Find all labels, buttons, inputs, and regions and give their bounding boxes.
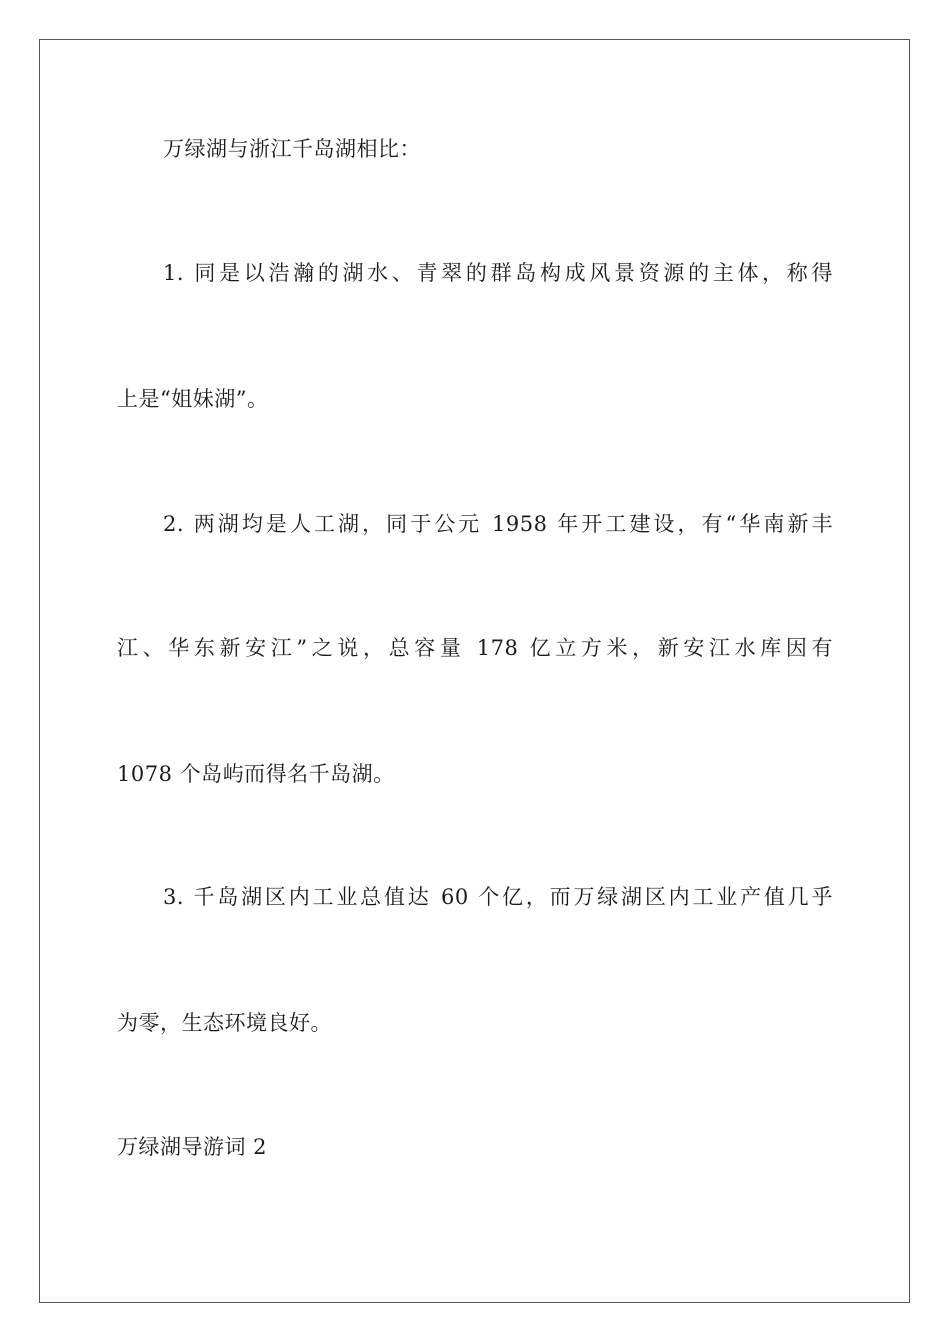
point-3-line-1: 3. 千岛湖区内工业总值达 60 个亿，而万绿湖区内工业产值几乎 [163, 885, 833, 909]
point-2-line-1: 2. 两湖均是人工湖，同于公元 1958 年开工建设，有“华南新丰 [163, 512, 833, 536]
point-2-line-2: 江、华东新安江”之说，总容量 178 亿立方米，新安江水库因有 [117, 636, 833, 660]
point-2-line-3: 1078 个岛屿而得名千岛湖。 [117, 762, 395, 786]
intro-line: 万绿湖与浙江千岛湖相比： [163, 137, 421, 161]
point-3-line-2: 为零，生态环境良好。 [117, 1011, 332, 1035]
point-1-line-2: 上是“姐妹湖”。 [117, 387, 269, 411]
point-1-line-1: 1. 同是以浩瀚的湖水、青翠的群岛构成风景资源的主体，称得 [163, 261, 833, 285]
page-frame [39, 39, 910, 1303]
section-heading: 万绿湖导游词 2 [117, 1135, 268, 1159]
